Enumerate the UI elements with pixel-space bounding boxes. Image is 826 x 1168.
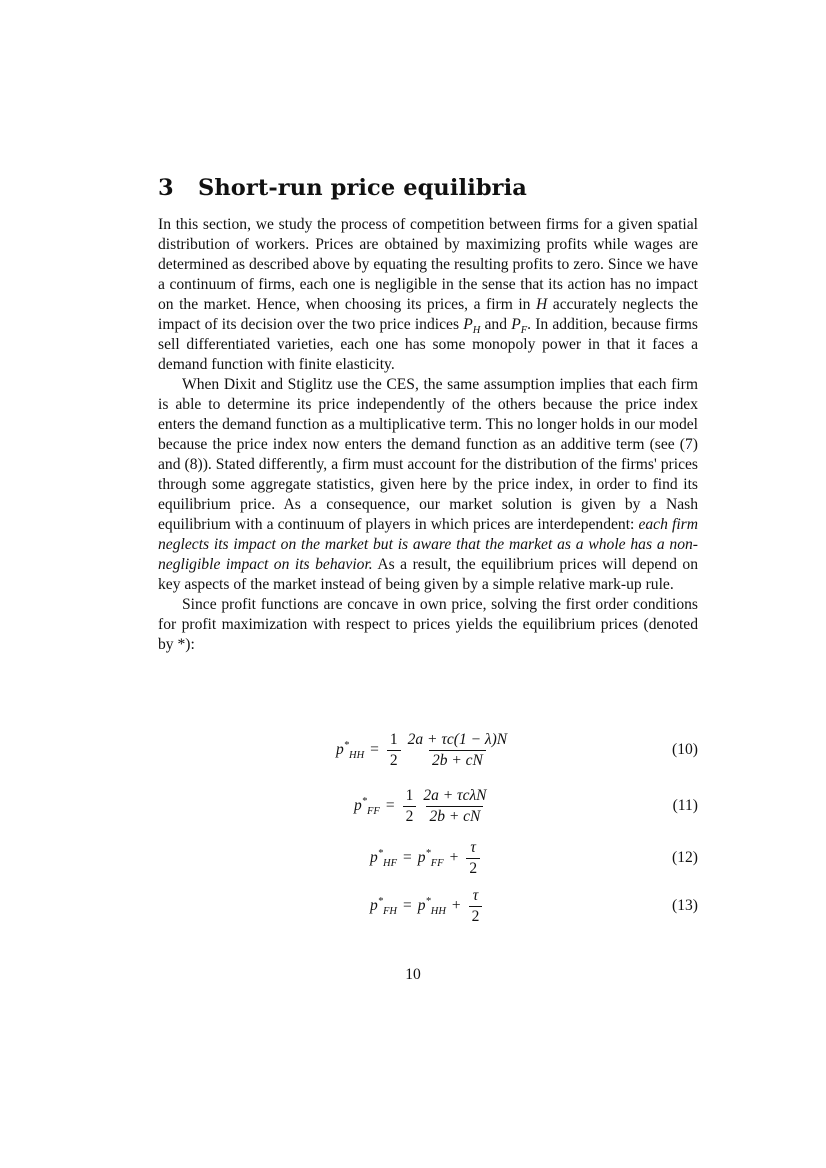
equation-13-expression: $p^*_{FH}$ = $p^*_{HH}$ + $\frac{\tau}{2}$ [370, 882, 484, 930]
paragraph-2-emphasis: each firm neglects its impact on the market but is aware that the market as a whole has a non-negligible impact on its behavior. [158, 516, 698, 573]
math-region-h: H [536, 296, 548, 313]
equation-10 [158, 726, 698, 774]
paragraph-3: Since profit functions are concave in own price, solving the first order conditions for profit maximization with respect to prices yields the equilibrium prices (denoted by *): [158, 596, 698, 653]
paragraph-2-text-a: When Dixit and Stiglitz use the CES, the same assumption implies that each firm is able to determine its price independently of the others because the price index enters the demand function as a multiplicative term. This no longer holds in our model because the price index now enters the demand function as an additive term (see (7) and (8)). Stated differently, a firm must account for the distribution of the firms' prices through some aggregate statistics, given here by the price index, in order to find its equilibrium price. As a consequence, our market solution is given by a Nash equilibrium with a continuum of players in which prices are interdependent: [158, 376, 698, 533]
math-price-index-f: $P_F$ [511, 316, 528, 337]
paragraph-1-text-c: . In addition, because firms sell differentiated varieties, each one has some monopoly power in that it faces a demand function with finite elasticity. [158, 316, 698, 373]
paragraph-1 [158, 215, 698, 375]
paragraph-2-text-b: As a result, the equilibrium prices will depend on key aspects of the market instead of being given by a simple relative mark-up rule. [158, 556, 698, 593]
equation-11 [158, 782, 698, 830]
body-text [158, 215, 698, 655]
equation-12-number: (12) [672, 849, 698, 866]
section-title: Short-run price equilibria [198, 175, 527, 201]
math-price-index-h: $P_H$ [463, 316, 481, 337]
section-heading [158, 175, 527, 201]
section-number: 3 [158, 175, 174, 201]
equation-10-number: (10) [672, 741, 698, 758]
equation-11-number: (11) [672, 797, 698, 814]
page-number: 10 [405, 966, 421, 983]
equation-12-expression: $p^*_{HF}$ = $p^*_{FF}$ + $\frac{\tau}{2}$ [370, 834, 482, 882]
paragraph-1-text-a: In this section, we study the process of competition between firms for a given spatial distribution of workers. Prices are obtained by maximizing profits while wages are determined as described above by equating the resulting profits to zero. Since we have a continuum of firms, each one is negligible in the sense that its action has no impact on the market. Hence, when choosing its prices, a firm in [158, 216, 698, 313]
equation-10-expression: $p^*_{HH}$ = $\frac{1}{2}$ $\frac{2a + \tau c(1 - \lambda)N}{2b + cN}$ [336, 730, 508, 769]
paragraph-1-text-b: accurately neglects the impact of its decision over the two price indices [158, 296, 698, 333]
equation-13 [158, 882, 698, 930]
paragraph-2 [158, 375, 698, 595]
paragraph-1-and: and [480, 316, 512, 333]
equation-11-expression: $p^*_{FF}$ = $\frac{1}{2}$ $\frac{\text{2a + τcλN}}{2b + cN}$ [354, 786, 487, 825]
equation-12 [158, 834, 698, 882]
equation-13-number: (13) [672, 897, 698, 914]
